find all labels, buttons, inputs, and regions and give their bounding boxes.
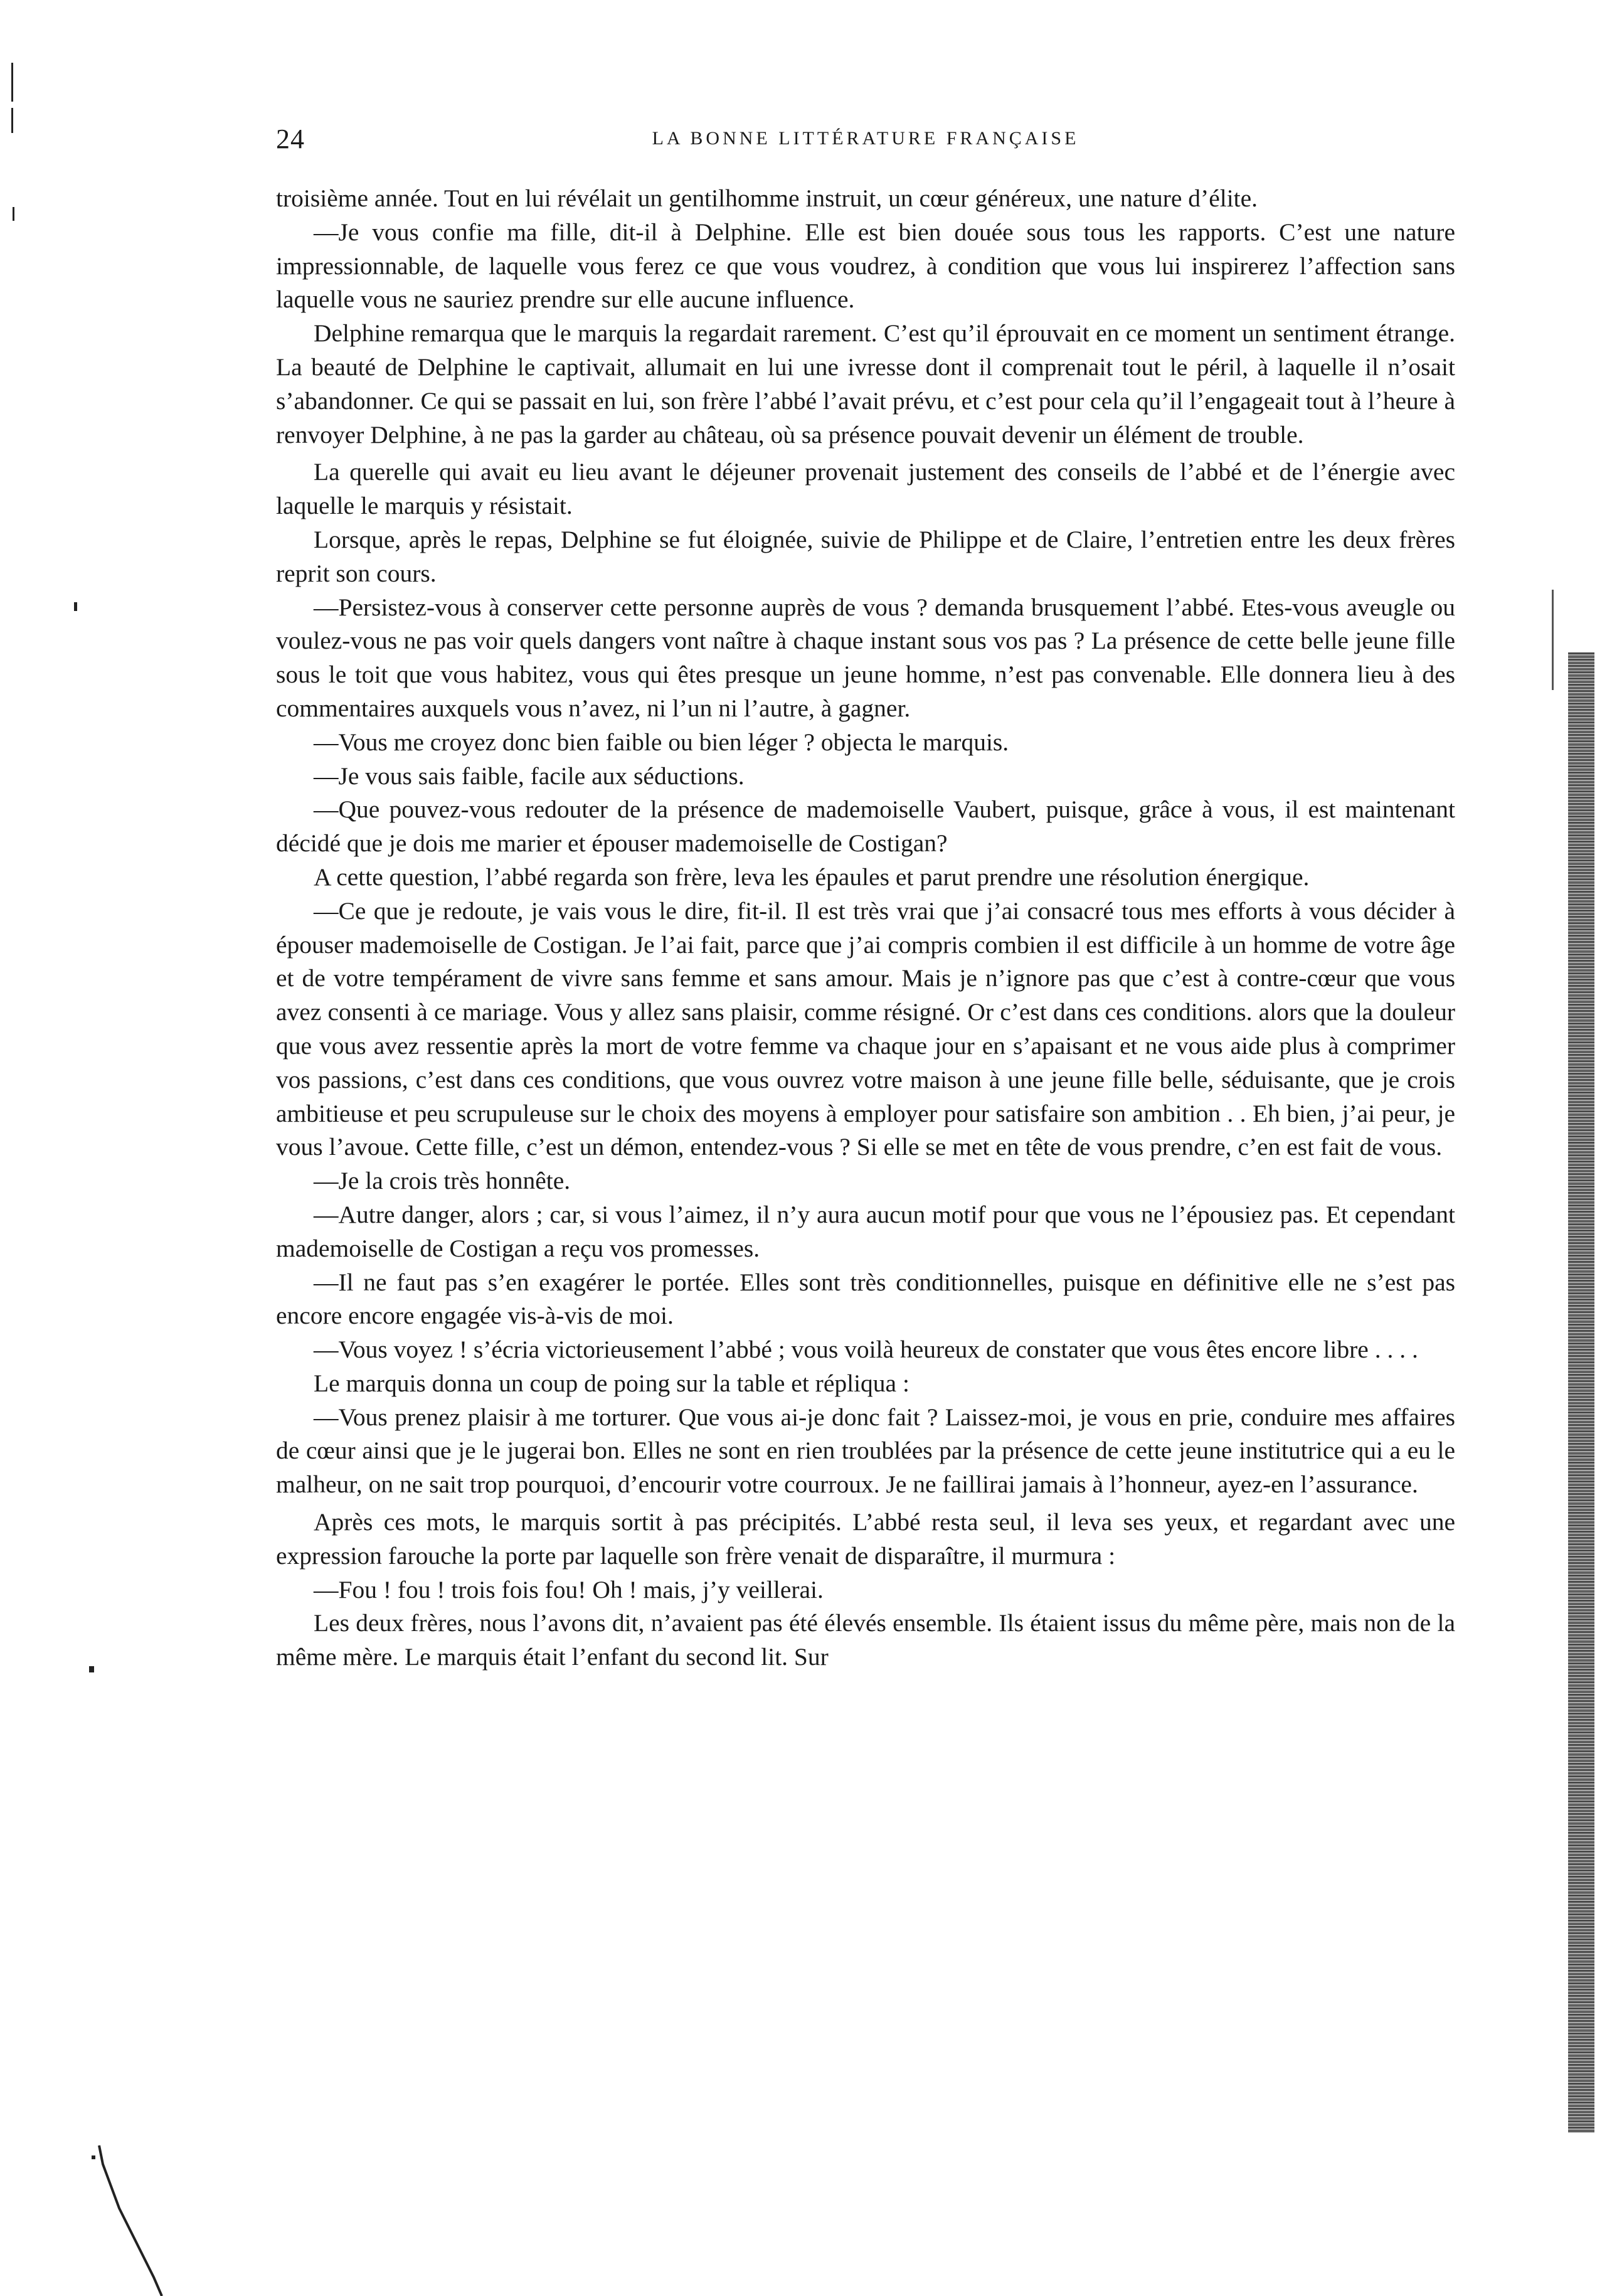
paragraph: —Il ne faut pas s’en exagérer le portée. Elles sont très conditionnelles, puisque en définitive elle ne s’est pas encore encore engagée vis-à-vis de moi.: [276, 1268, 1455, 1330]
page-edge-strip: [1568, 652, 1594, 2133]
paragraph: —Je vous sais faible, facile aux séductions.: [314, 762, 745, 790]
scan-mark: [11, 63, 13, 102]
body-text: [276, 182, 1455, 1674]
paragraph: Le marquis donna un coup de poing sur la table et répliqua :: [314, 1369, 909, 1397]
paragraph: La querelle qui avait eu lieu avant le déjeuner provenait justement des conseils de l’abbé et de l’énergie avec laquelle le marquis y résistait.: [276, 458, 1455, 520]
paragraph: —Vous voyez ! s’écria victorieusement l’abbé ; vous voilà heureux de constater que vous êtes encore libre . . . .: [314, 1336, 1418, 1364]
paragraph: —Autre danger, alors ; car, si vous l’aimez, il n’y aura aucun motif pour que vous ne l’épousiez pas. Et cependant mademoiselle de Costigan a reçu vos promesses.: [276, 1200, 1455, 1262]
scan-stroke: [94, 2089, 169, 2296]
running-head: LA BONNE LITTÉRATURE FRANÇAISE: [652, 128, 1079, 149]
paragraph: —Je vous confie ma fille, dit-il à Delphine. Elle est bien douée sous tous les rapports. C’est une nature impressionnable, de laquelle vous ferez ce que vous voudrez, à condition que vous lui inspirerez l’affection sans laquelle vous ne sauriez prendre sur elle aucune influence.: [276, 218, 1455, 314]
paragraph: —Vous prenez plaisir à me torturer. Que vous ai-je donc fait ? Laissez-moi, je vous en prie, conduire mes affaires de cœur ainsi que je le jugerai bon. Elles ne sont en rien troublées par la présence de cette jeune institutrice qui a eu le malheur, on ne sait trop pourquoi, d’encourir votre courroux. Je ne faillirai jamais à l’honneur, ayez-en l’assurance.: [276, 1403, 1455, 1499]
paragraph: —Vous me croyez donc bien faible ou bien léger ? objecta le marquis.: [314, 728, 1009, 756]
paragraph: —Fou ! fou ! trois fois fou! Oh ! mais, j’y veillerai.: [314, 1575, 824, 1603]
paragraph: A cette question, l’abbé regarda son frère, leva les épaules et parut prendre une résolution énergique.: [314, 863, 1310, 891]
paragraph: —Je la crois très honnête.: [314, 1167, 571, 1195]
scan-mark: [13, 207, 14, 221]
paragraph: Les deux frères, nous l’avons dit, n’avaient pas été élevés ensemble. Ils étaient issus du même père, mais non de la même mère. Le marquis était l’enfant du second lit. Sur: [276, 1609, 1455, 1671]
paragraph: —Que pouvez-vous redouter de la présence de mademoiselle Vaubert, puisque, grâce à vous, il est maintenant décidé que je dois me marier et épouser mademoiselle de Costigan?: [276, 795, 1455, 858]
paragraph: Delphine remarqua que le marquis la regardait rarement. C’est qu’il éprouvait en ce moment un sentiment étrange. La beauté de Delphine le captivait, allumait en lui une ivresse dont il comprenait tout le péril, à laquelle il n’osait s’abandonner. Ce qui se passait en lui, son frère l’abbé l’avait prévu, et c’est pour cela qu’il l’engageait tout à l’heure à renvoyer Delphine, à ne pas la garder au château, où sa présence pouvait devenir un élément de trouble.: [276, 319, 1455, 449]
paragraph: —Persistez-vous à conserver cette personne auprès de vous ? demanda brusquement l’abbé. Etes-vous aveugle ou voulez-vous ne pas voir quels dangers vont naître à chaque instant sous vos pas ? La présence de cette belle jeune fille sous le toit que vous habitez, vous qui êtes presque un jeune homme, n’est pas convenable. Elle donnera lieu à des commentaires auxquels vous n’avez, ni l’un ni l’autre, à gagner.: [276, 593, 1455, 722]
paragraph: —Ce que je redoute, je vais vous le dire, fit-il. Il est très vrai que j’ai consacré tous mes efforts à vous décider à épouser mademoiselle de Costigan. Je l’ai fait, parce que j’ai compris combien il est difficile à un homme de votre âge et de votre tempérament de vivre sans femme et sans amour. Mais je n’ignore pas que c’est à contre-cœur que vous avez consenti à ce mariage. Vous y allez sans plaisir, comme résigné. Or c’est dans ces conditions. alors que la douleur que vous avez ressentie après la mort de votre femme va chaque jour en s’apaisant et ne vous aide plus à comprimer vos passions, c’est dans ces conditions, que vous ouvrez votre maison à une jeune fille belle, séduisante, que je crois ambitieuse et peu scrupuleuse sur le choix des moyens à employer pour satisfaire son ambition . . Eh bien, j’ai peur, je vous l’avoue. Cette fille, c’est un démon, entendez-vous ? Si elle se met en tête de vous prendre, c’en est fait de vous.: [276, 896, 1455, 1161]
paragraph: Après ces mots, le marquis sortit à pas précipités. L’abbé resta seul, il leva ses yeux, et regardant avec une expression farouche la porte par laquelle son frère venait de disparaître, il murmura :: [276, 1508, 1455, 1570]
page-number: 24: [276, 124, 305, 154]
scan-mark: [74, 602, 77, 611]
paragraph: troisième année. Tout en lui révélait un gentilhomme instruit, un cœur généreux, une nature d’élite.: [276, 184, 1258, 212]
paragraph: Lorsque, après le repas, Delphine se fut éloignée, suivie de Philippe et de Claire, l’entretien entre les deux frères reprit son cours.: [276, 525, 1455, 587]
scan-mark: [11, 108, 13, 133]
scan-edge: [1552, 590, 1554, 690]
page-header: [276, 123, 1455, 161]
scan-mark: [89, 1666, 94, 1672]
